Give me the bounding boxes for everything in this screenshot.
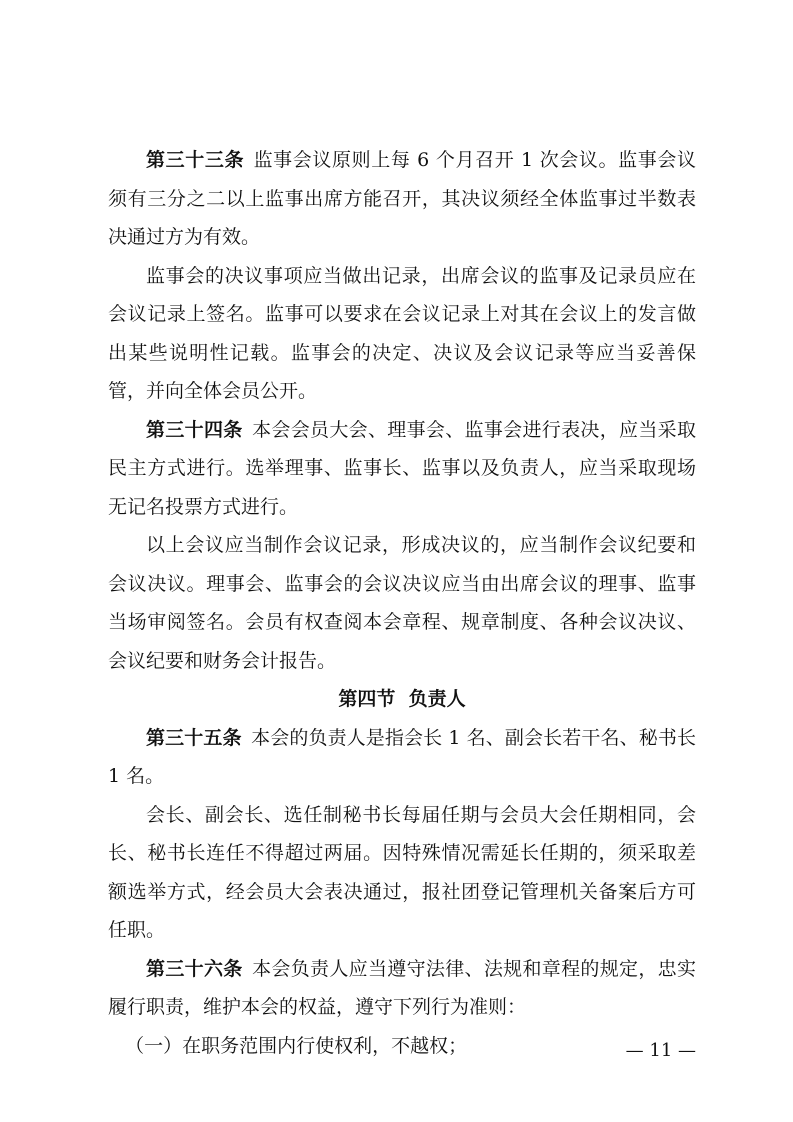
paragraph: 监事会的决议事项应当做出记录，出席会议的监事及记录员应在会议记录上签名。监事可以要求在会议记录上对其在会议上的发言做出某些说明性记载。监事会的决定、决议及会议记录等应当妥善保管，并向全体会员公开。	[108, 264, 696, 402]
article-33	[108, 141, 696, 257]
article-34	[108, 411, 696, 527]
article-35	[108, 719, 696, 796]
article-number: 第三十五条	[146, 726, 242, 749]
article-number: 第三十三条	[146, 149, 245, 171]
article-36	[108, 950, 696, 1027]
article-text: 本会负责人应当遵守法律、法规和章程的规定，忠实履行职责，维护本会的权益，遵守下列行为准则：	[108, 957, 696, 1018]
article-number: 第三十六条	[146, 957, 243, 980]
section-heading: 第四节 负责人	[338, 688, 466, 710]
page-number: — 11 —	[625, 1040, 696, 1061]
paragraph: 以上会议应当制作会议记录，形成决议的，应当制作会议纪要和会议决议。理事会、监事会的会议决议应当由出席会议的理事、监事当场审阅签名。会员有权查阅本会章程、规章制度、各种会议决议、会议纪要和财务会计报告。	[108, 534, 696, 672]
article-text: 监事会议原则上每 6 个月召开 1 次会议。监事会议须有三分之二以上监事出席方能召开，其决议须经全体监事过半数表决通过方为有效。	[108, 149, 696, 248]
article-number: 第三十四条	[146, 418, 243, 441]
article-text: 本会的负责人是指会长 1 名、副会长若干名、秘书长 1 名。	[108, 726, 696, 787]
paragraph: 会长、副会长、选任制秘书长每届任期与会员大会任期相同，会长、秘书长连任不得超过两届。因特殊情况需延长任期的，须采取差额选举方式，经会员大会表决通过，报社团登记管理机关备案后方可任职。	[108, 803, 696, 941]
document-body	[108, 141, 696, 1065]
article-text: 本会会员大会、理事会、监事会进行表决，应当采取民主方式进行。选举理事、监事长、监事以及负责人，应当采取现场无记名投票方式进行。	[108, 418, 696, 518]
list-item: （一）在职务范围内行使权利，不越权；	[125, 1034, 468, 1057]
